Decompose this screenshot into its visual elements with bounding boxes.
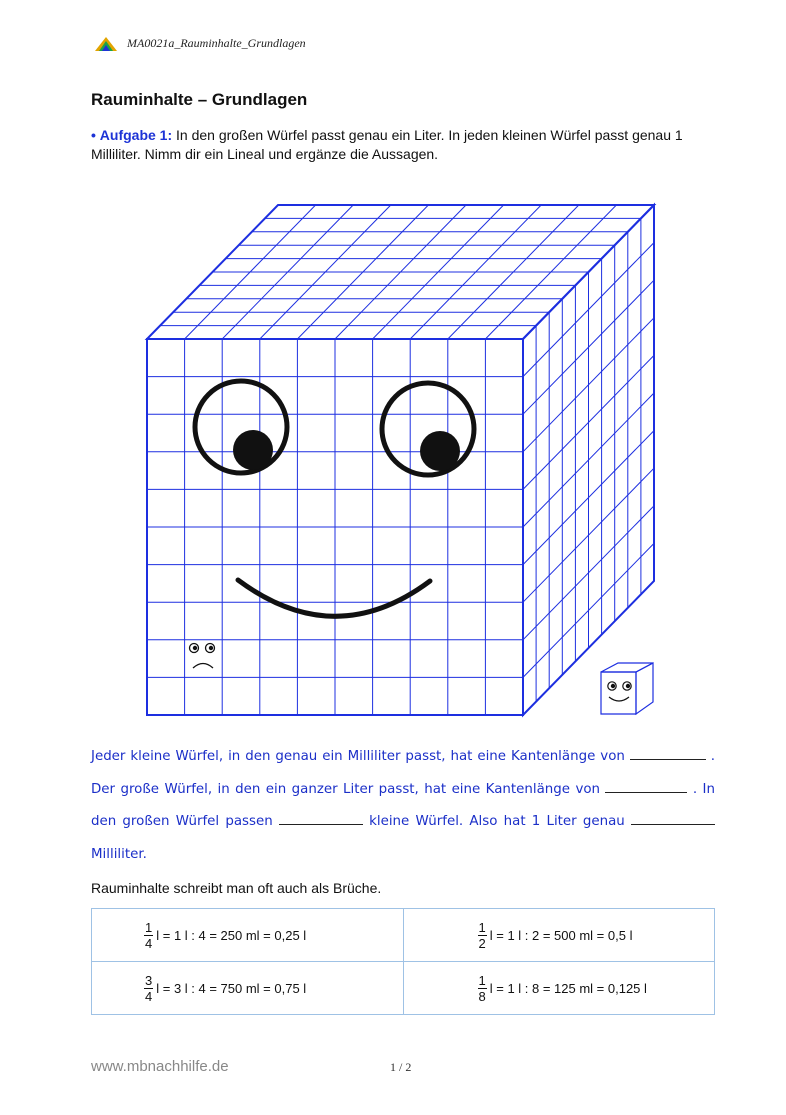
grid-line [410,205,541,339]
grid-line [523,543,654,677]
cube-face [195,381,474,616]
table-row [92,909,715,962]
cube-front-face [147,339,523,715]
fill-text-part-5: Milliliter. [91,846,147,862]
table-cell [92,962,404,1015]
fill-text-part-1: Jeder kleine Würfel, in den genau ein Milliliter passt, hat eine Kantenlänge von [91,749,630,764]
right-eye [382,383,474,475]
task-bullet: • [91,127,96,143]
grid-line [335,205,466,339]
fraction-expression: l = 1 l : 4 = 250 ml = 0,25 l [156,927,307,943]
footer-url: www.mbnachhilfe.de [91,1058,229,1075]
fill-text-part-4: kleine Würfel. Also hat 1 Liter genau [362,814,631,829]
blank-cube-count[interactable] [279,812,363,825]
fraction-expression: l = 1 l : 2 = 500 ml = 0,5 l [489,927,633,943]
fraction-table [91,908,715,1015]
grid-line [523,431,654,565]
fraction: $\frac{1}{8}$ [478,972,486,1004]
small-cube-face [608,682,631,701]
blank-large-edge[interactable] [605,780,687,793]
mouth [238,580,430,616]
task-label: Aufgabe 1: [99,127,173,143]
table-cell [92,909,404,962]
table-cell [403,962,715,1015]
grid-line [373,205,504,339]
small-cell-face [190,644,215,669]
page-number: 1 / 2 [390,1060,412,1074]
left-eye [195,381,287,473]
blank-milliliters[interactable] [631,812,715,825]
grid-line [523,506,654,640]
grid-line [448,205,579,339]
task-1 [91,126,731,164]
fraction: $\frac{1}{4}$ [145,919,153,951]
grid-line [523,393,654,527]
cube-top-face [160,205,641,339]
cube-right-face [523,218,654,701]
page-title: Rauminhalte – Grundlagen [91,90,308,109]
document-header [95,36,306,51]
document-id: MA0021a_Rauminhalte_Grundlagen [127,36,306,50]
fraction-intro: Rauminhalte schreibt man oft auch als Brüche. [91,880,382,896]
fill-text-part-2: . Der große Würfel, in den ein ganzer Liter passt, hat eine Kantenlänge von [91,749,715,797]
grid-line [485,205,616,339]
left-pupil [233,430,273,470]
fraction: $\frac{1}{2}$ [478,919,486,951]
grid-line [260,205,391,339]
small-cube [601,663,653,714]
grid-line [523,355,654,489]
right-pupil [420,431,460,471]
fraction-expression: l = 3 l : 4 = 750 ml = 0,75 l [156,980,307,996]
cube-outline [147,205,654,715]
grid-line [523,243,654,377]
table-row [92,962,715,1015]
grid-line [185,205,316,339]
fill-in-text [91,741,715,871]
fill-text-part-3: . In den großen Würfel passen [91,781,715,829]
grid-line [222,205,353,339]
grid-line [523,468,654,602]
grid-line [523,280,654,414]
fraction: $\frac{3}{4}$ [145,972,153,1004]
table-cell [403,909,715,962]
logo-icon [95,37,117,51]
fraction-expression: l = 1 l : 8 = 125 ml = 0,125 l [489,980,647,996]
blank-small-edge[interactable] [630,747,706,760]
grid-line [297,205,428,339]
task-text: In den großen Würfel passt genau ein Liter. In jeden kleinen Würfel passt genau 1 Milliliter. Nimm dir ein Lineal und ergänze die Aussagen. [91,127,683,162]
grid-line [523,318,654,452]
